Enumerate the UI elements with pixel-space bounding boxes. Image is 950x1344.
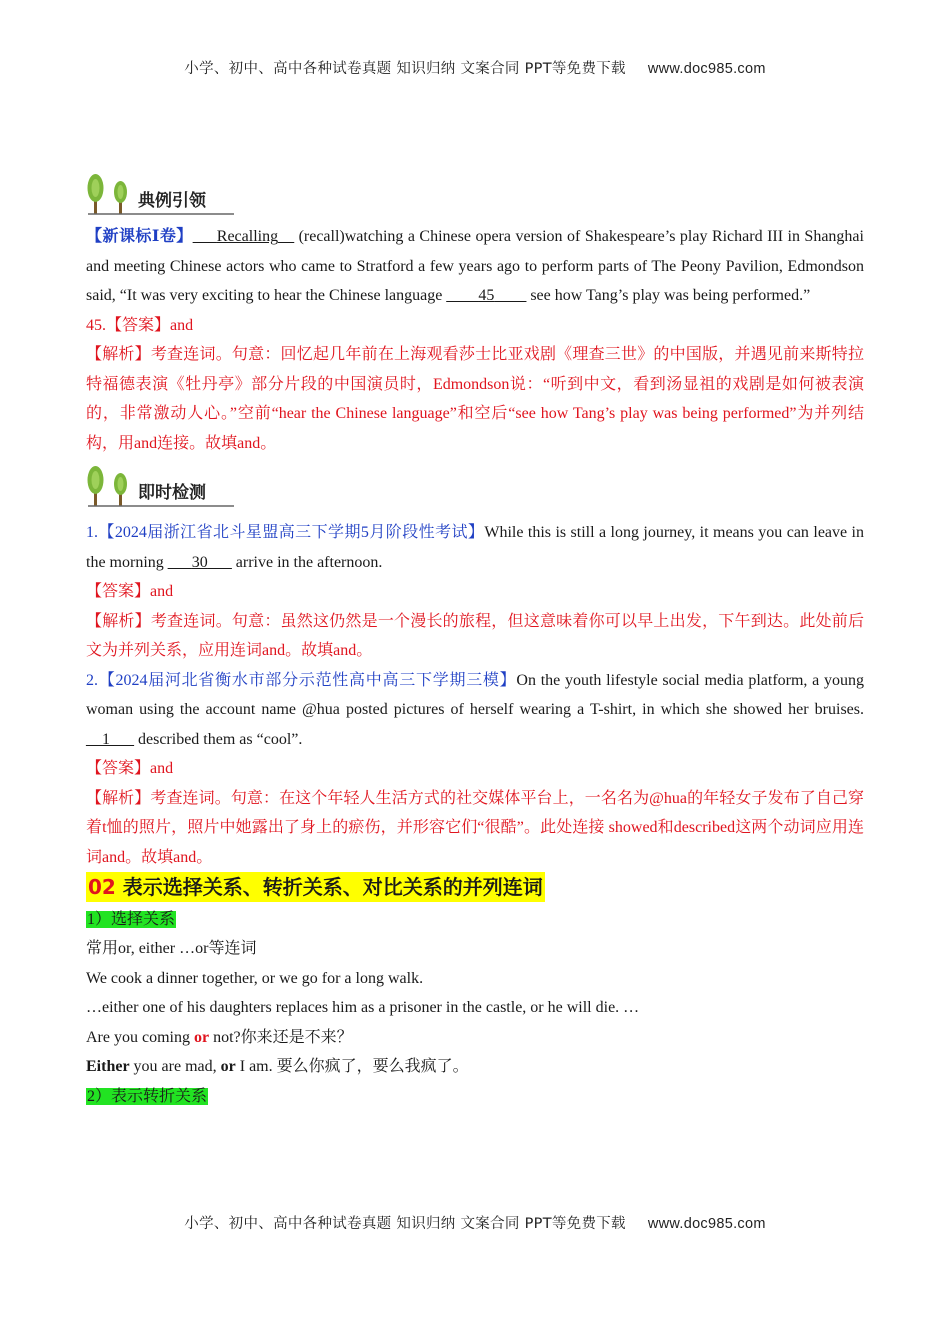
section-heading-02 bbox=[86, 872, 864, 905]
heading-title: 表示选择关系、转折关系、对比关系的并列连词 bbox=[115, 875, 543, 899]
item-source: 【2024届河北省衡水市部分示范性高中高三下学期三模】 bbox=[98, 671, 517, 689]
practice-item-2 bbox=[86, 666, 864, 873]
subheading-choice: 1）选择关系 bbox=[87, 910, 176, 928]
keyword-or: or bbox=[193, 1028, 210, 1046]
heading-number: 02 bbox=[88, 875, 116, 899]
banner-text: 小学、初中、高中各种试卷真题 知识归纳 文案合同 PPT等免费下载 bbox=[184, 1216, 626, 1232]
example-question bbox=[86, 222, 864, 311]
line-common-usage: 常用or, either …or等连词 bbox=[86, 940, 257, 957]
example-source: 【新课标Ⅰ卷】 bbox=[86, 228, 193, 245]
blank-answer: ___Recalling__ bbox=[192, 228, 295, 245]
page-header-banner bbox=[0, 57, 950, 78]
keyword-either: Either bbox=[86, 1058, 130, 1075]
item-source: 【2024届浙江省北斗星盟高三下学期5月阶段性考试】 bbox=[98, 524, 485, 541]
tree-icon bbox=[86, 462, 236, 508]
section-banner-practice bbox=[86, 462, 864, 508]
banner-site: www.doc985.com bbox=[647, 61, 766, 77]
practice-answer-2: 【答案】and bbox=[86, 760, 174, 777]
blank-1: __1___ bbox=[86, 730, 134, 748]
item-text-b: described them as “cool”. bbox=[134, 730, 303, 748]
item-text-a: On the youth lifestyle social media platform, a young woman using the account name @hua posted pictures of herself wearing a T-shirt, in which she showed her bruises. bbox=[86, 671, 864, 718]
item-text-a: While this is still a long journey, it means you can leave in the morning bbox=[86, 524, 864, 571]
banner-text: 小学、初中、高中各种试卷真题 知识归纳 文案合同 PPT等免费下载 bbox=[184, 61, 626, 77]
tree-icon bbox=[86, 170, 236, 216]
practice-question-1 bbox=[86, 518, 864, 577]
example-text-a: (recall)watching a Chinese opera version of Shakespeare’s play Richard III in Shanghai and meeting Chinese actors who came to Stratford a few years ago to perform parts of The Peony Pavilion, Edmondson said, “It was very exciting to hear the Chinese language bbox=[86, 228, 864, 304]
example-text-b: see how Tang’s play was being performed.” bbox=[526, 287, 811, 304]
section-banner-examples bbox=[86, 170, 864, 216]
practice-analysis-2: 【解析】考查连词。句意：在这个年轻人生活方式的社交媒体平台上，一名名为@hua的年轻女子发布了自己穿着t恤的照片，照片中她露出了身上的瘀伤，并形容它们“很酷”。此处连接 showed和described这两个动词应用连词and。故填and。 bbox=[86, 789, 864, 866]
subheading-contrast: 2）表示转折关系 bbox=[87, 1087, 208, 1105]
practice-item-1 bbox=[86, 518, 864, 666]
example-answer: 45.【答案】and bbox=[86, 316, 194, 334]
example-analysis: 【解析】考查连词。句意：回忆起几年前在上海观看莎士比亚戏剧《理查三世》的中国版，并遇见前来斯特拉特福德表演《牡丹亭》部分片段的中国演员时，Edmondson说：“听到中文，看到汤显祖的戏剧是如何被表演的，非常激动人心。”空前“hear the Chinese language”和空后“see how Tang’s play was being performed”为并列结构，用and连接。故填and。 bbox=[86, 346, 864, 452]
section-title-examples: 典例引领 bbox=[138, 191, 206, 211]
item-number: 1. bbox=[86, 524, 98, 541]
practice-answer-1: 【答案】and bbox=[86, 583, 174, 600]
blank-30: ___30___ bbox=[167, 553, 232, 571]
section-title-practice: 即时检测 bbox=[138, 483, 206, 503]
item-text-b: arrive in the afternoon. bbox=[231, 553, 383, 571]
page-footer-banner bbox=[0, 1212, 950, 1233]
item-number: 2. bbox=[86, 671, 98, 689]
example-sentence-4: Either you are mad, or I am. 要么你疯了，要么我疯了。 bbox=[86, 1058, 469, 1075]
keyword-or: or bbox=[220, 1058, 236, 1075]
example-sentence-2: …either one of his daughters replaces him as a prisoner in the castle, or he will die. … bbox=[86, 999, 640, 1016]
practice-analysis-1: 【解析】考查连词。句意：虽然这仍然是一个漫长的旅程，但这意味着你可以早上出发，下午到达。此处前后文为并列关系，应用连词and。故填and。 bbox=[86, 612, 864, 659]
example-sentence-1: We cook a dinner together, or we go for a long walk. bbox=[86, 969, 424, 987]
banner-site: www.doc985.com bbox=[647, 1216, 766, 1232]
practice-question-2 bbox=[86, 666, 864, 755]
example-sentence-3: Are you coming or not?你来还是不来？ bbox=[86, 1028, 353, 1046]
blank-45: ____45____ bbox=[446, 287, 527, 304]
document-body bbox=[86, 170, 864, 1111]
